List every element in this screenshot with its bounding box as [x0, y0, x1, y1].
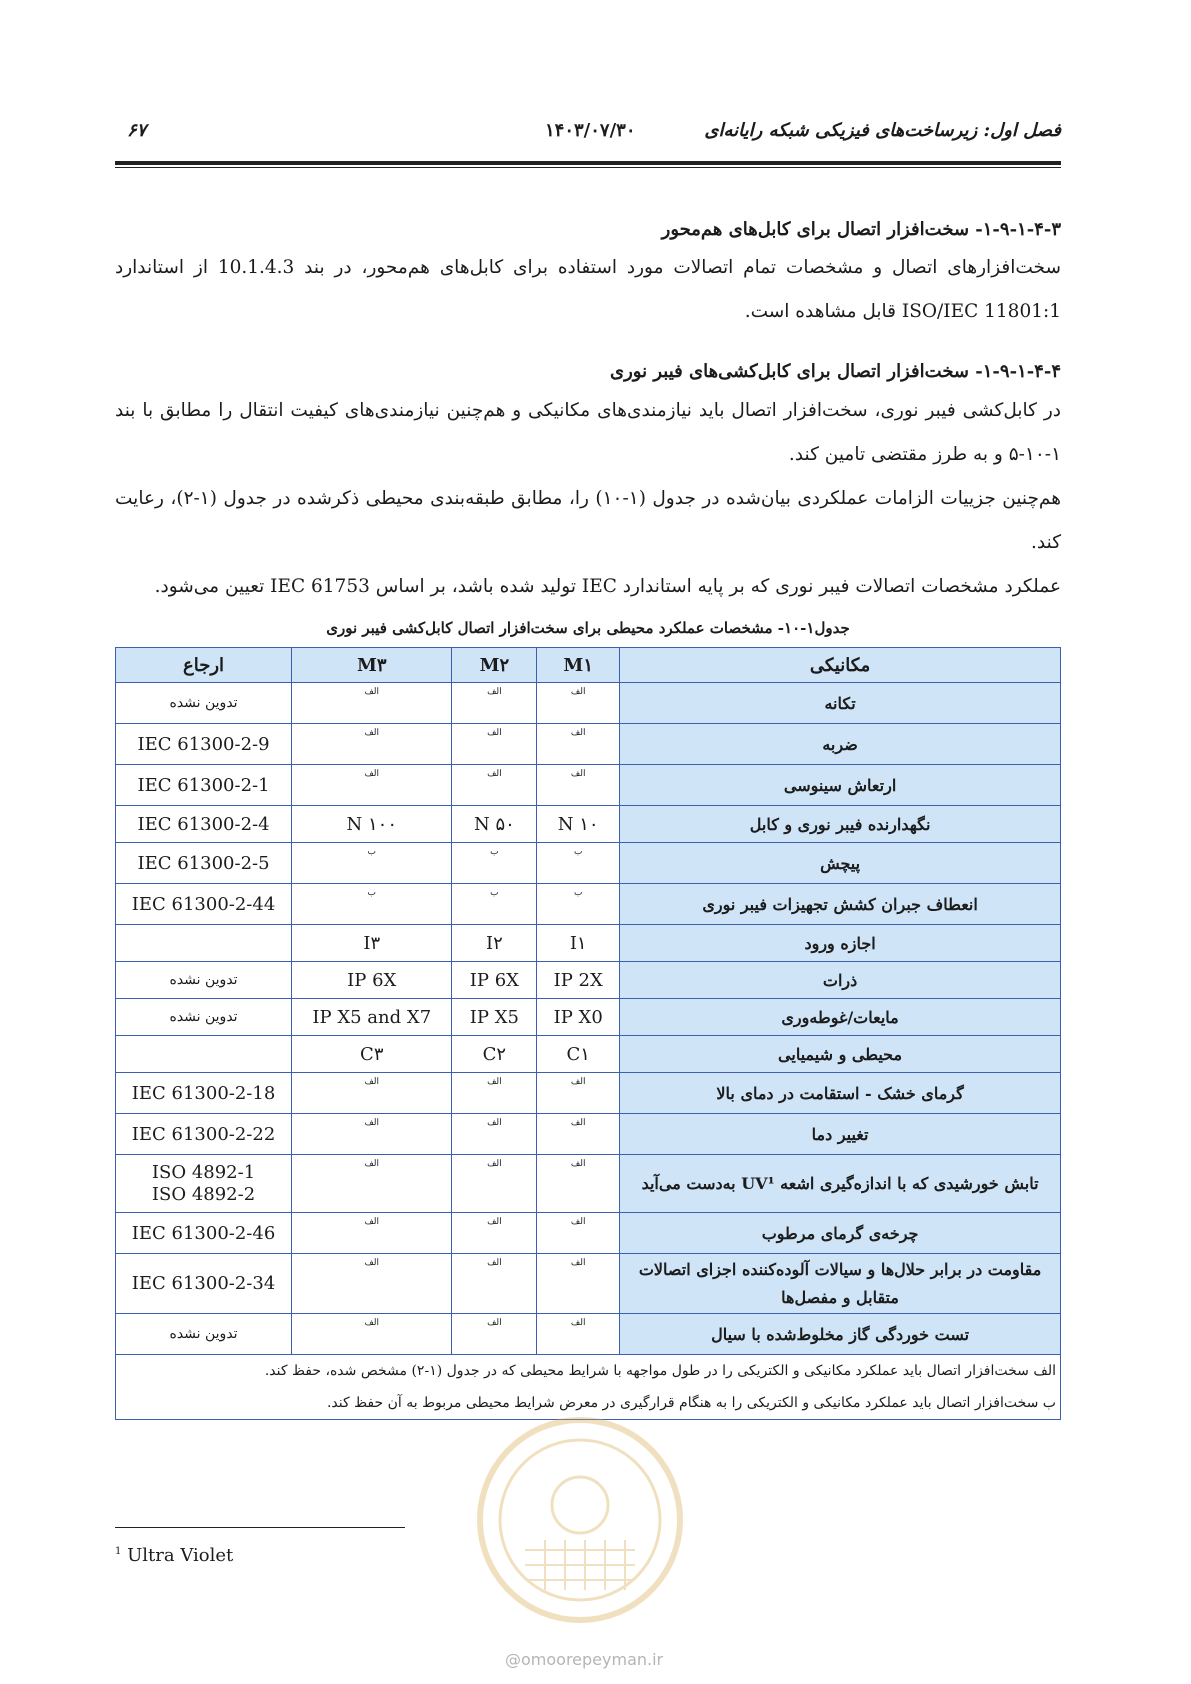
cell-m3: C۳ — [292, 1036, 452, 1073]
row-name: ضربه — [620, 724, 1061, 765]
row-name: چرخه‌ی گرمای مرطوب — [620, 1213, 1061, 1254]
section-heading-coax: ۱-۹-۱-۴-۳- سخت‌افزار اتصال برای کابل‌های هم‌محور — [661, 219, 1061, 240]
cell-m3: الف — [292, 1254, 452, 1314]
cell-m3: الف — [292, 1114, 452, 1155]
cell-m1: الف — [537, 724, 620, 765]
row-name: مایعات/غوطه‌وری — [620, 999, 1061, 1036]
cell-m1: IP 2X — [537, 962, 620, 999]
chapter-title: فصل اول: زیرساخت‌های فیزیکی شبکه رایانه‌ای — [704, 120, 1061, 141]
cell-reference: IEC 61300-2-34 — [116, 1254, 292, 1314]
table-row — [116, 1114, 1061, 1155]
table-row — [116, 1254, 1061, 1314]
row-name: نگهدارنده فیبر نوری و کابل — [620, 806, 1061, 843]
cell-m1: الف — [537, 1254, 620, 1314]
table-row — [116, 999, 1061, 1036]
row-name: پیچش — [620, 843, 1061, 884]
table-row — [116, 1314, 1061, 1355]
cell-m3: الف — [292, 1073, 452, 1114]
reference-line-1: ISO 4892-1 — [151, 1161, 256, 1183]
cell-m1: الف — [537, 1073, 620, 1114]
cell-m3: الف — [292, 724, 452, 765]
cell-m1: IP X0 — [537, 999, 620, 1036]
page-content — [115, 205, 1061, 1420]
cell-reference: IEC 61300-2-1 — [116, 765, 292, 806]
cell-m1: I۱ — [537, 925, 620, 962]
row-name: تغییر دما — [620, 1114, 1061, 1155]
cell-m3: الف — [292, 683, 452, 724]
row-name: تست خوردگی گاز مخلوط‌شده با سیال — [620, 1314, 1061, 1355]
cell-m1: C۱ — [537, 1036, 620, 1073]
cell-m1: ب — [537, 843, 620, 884]
row-name: ذرات — [620, 962, 1061, 999]
table-row — [116, 724, 1061, 765]
table-header-row — [116, 648, 1061, 683]
header-rule-thick — [115, 161, 1061, 165]
table-caption: جدول۱-۱۰- مشخصات عملکرد محیطی برای سخت‌افزار اتصال کابل‌کشی فیبر نوری — [326, 619, 850, 637]
row-name: تکانه — [620, 683, 1061, 724]
watermark-text: @omoorepeyman.ir — [505, 1650, 664, 1669]
header-m1: M۱ — [537, 648, 620, 683]
page-header — [115, 112, 1061, 146]
cell-reference: IEC 61300-2-5 — [116, 843, 292, 884]
row-name: ارتعاش سینوسی — [620, 765, 1061, 806]
cell-m2: ۵۰ N — [452, 806, 537, 843]
paragraph-coax: سخت‌افزارهای اتصال و مشخصات تمام اتصالات مورد استفاده برای کابل‌های هم‌محور، در بند 10.1.4.3 از استاندارد ISO/IEC 11801:1 قابل مشاهده است. — [115, 257, 1061, 322]
cell-m3: IP 6X — [292, 962, 452, 999]
cell-m2: ب — [452, 884, 537, 925]
cell-m3: الف — [292, 1155, 452, 1213]
cell-m1: الف — [537, 1213, 620, 1254]
table-note: الف سخت‌افزار اتصال باید عملکرد مکانیکی و الکتریکی را در طول مواجهه با شرایط محیطی که در جدول (۱-۲) مشخص شده، حفظ کند. — [264, 1363, 1056, 1379]
cell-m2: الف — [452, 1073, 537, 1114]
table-row — [116, 765, 1061, 806]
section-heading-fiber: ۱-۹-۱-۴-۴- سخت‌افزار اتصال برای کابل‌کشی‌های فیبر نوری — [609, 361, 1061, 382]
header-rule-thin — [115, 167, 1061, 168]
cell-m3: الف — [292, 1314, 452, 1355]
row-name: گرمای خشک - استقامت در دمای بالا — [620, 1073, 1061, 1114]
cell-m1: الف — [537, 1114, 620, 1155]
cell-m2: IP 6X — [452, 962, 537, 999]
table-row — [116, 1073, 1061, 1114]
table-row — [116, 962, 1061, 999]
footnote-text: Ultra Violet — [127, 1545, 234, 1566]
cell-m2: IP X5 — [452, 999, 537, 1036]
cell-reference: تدوین نشده — [116, 999, 292, 1036]
cell-m1: الف — [537, 765, 620, 806]
organization-seal-icon — [470, 1410, 690, 1630]
table-note: ب سخت‌افزار اتصال باید عملکرد مکانیکی و الکتریکی را به هنگام قرارگیری در معرض شرایط محیطی مربوط به آن حفظ کند. — [326, 1395, 1056, 1411]
cell-m2: الف — [452, 1155, 537, 1213]
cell-m3: I۳ — [292, 925, 452, 962]
cell-reference: IEC 61300-2-44 — [116, 884, 292, 925]
cell-m2: C۲ — [452, 1036, 537, 1073]
cell-reference: IEC 61300-2-9 — [116, 724, 292, 765]
cell-m2: الف — [452, 1254, 537, 1314]
row-name: اجازه ورود — [620, 925, 1061, 962]
cell-m3: ب — [292, 884, 452, 925]
footnote-rule — [115, 1527, 405, 1528]
cell-m1: ب — [537, 884, 620, 925]
paragraph-fiber-3: عملکرد مشخصات اتصالات فیبر نوری که بر پایه استاندارد IEC تولید شده باشد، بر اساس IEC 61753 تعیین می‌شود. — [154, 576, 1061, 597]
table-row — [116, 1155, 1061, 1213]
cell-m3: IP X5 and X7 — [292, 999, 452, 1036]
row-name: مقاومت در برابر حلال‌ها و سیالات آلوده‌کننده اجزای اتصالات متقابل و مفصل‌ها — [620, 1254, 1061, 1314]
cell-m1: ۱۰ N — [537, 806, 620, 843]
header-mechanical: مکانیکی — [620, 648, 1061, 683]
cell-reference: تدوین نشده — [116, 683, 292, 724]
cell-reference: IEC 61300-2-46 — [116, 1213, 292, 1254]
row-name: محیطی و شیمیایی — [620, 1036, 1061, 1073]
header-date: ۱۴۰۳/۰۷/۳۰ — [545, 120, 636, 141]
row-name: تابش خورشیدی که با اندازه‌گیری اشعه UV¹ به‌دست می‌آید — [620, 1155, 1061, 1213]
cell-reference — [116, 1155, 292, 1213]
cell-reference: IEC 61300-2-22 — [116, 1114, 292, 1155]
table-row — [116, 683, 1061, 724]
cell-m2: الف — [452, 724, 537, 765]
header-m3: M۳ — [292, 648, 452, 683]
paragraph-fiber-1: در کابل‌کشی فیبر نوری، سخت‌افزار اتصال باید نیازمندی‌های مکانیکی و هم‌چنین نیازمندی‌های کیفیت انتقال را مطابق با بند ۱-۱۰-۵ و به طرز مقتضی تامین کند. — [115, 400, 1061, 465]
footnote — [115, 1545, 233, 1566]
cell-m3: الف — [292, 765, 452, 806]
cell-reference — [116, 1036, 292, 1073]
cell-m2: الف — [452, 1314, 537, 1355]
reference-line-2: ISO 4892-2 — [151, 1183, 256, 1205]
cell-m3: ۱۰۰ N — [292, 806, 452, 843]
cell-reference: IEC 61300-2-18 — [116, 1073, 292, 1114]
table-row — [116, 1213, 1061, 1254]
cell-m2: الف — [452, 1213, 537, 1254]
table-row — [116, 1036, 1061, 1073]
cell-m2: I۲ — [452, 925, 537, 962]
cell-m2: الف — [452, 765, 537, 806]
table-row — [116, 806, 1061, 843]
cell-reference — [116, 925, 292, 962]
environmental-spec-table — [115, 647, 1061, 1420]
paragraph-fiber-2: هم‌چنین جزییات الزامات عملکردی بیان‌شده در جدول (۱-۱۰) را، مطابق طبقه‌بندی محیطی ذکرشده در جدول (۱-۲)، رعایت کند. — [115, 488, 1061, 553]
cell-m2: الف — [452, 683, 537, 724]
cell-reference: تدوین نشده — [116, 962, 292, 999]
cell-reference: تدوین نشده — [116, 1314, 292, 1355]
page-number: ۶۷ — [127, 120, 147, 141]
table-row — [116, 884, 1061, 925]
header-reference: ارجاع — [116, 648, 292, 683]
cell-m1: الف — [537, 1314, 620, 1355]
cell-m3: ب — [292, 843, 452, 884]
cell-reference: IEC 61300-2-4 — [116, 806, 292, 843]
table-row — [116, 925, 1061, 962]
header-m2: M۲ — [452, 648, 537, 683]
cell-m1: الف — [537, 1155, 620, 1213]
cell-m2: الف — [452, 1114, 537, 1155]
cell-m3: الف — [292, 1213, 452, 1254]
cell-m2: ب — [452, 843, 537, 884]
row-name: انعطاف جبران کشش تجهیزات فیبر نوری — [620, 884, 1061, 925]
footnote-number: 1 — [115, 1546, 122, 1557]
table-body — [116, 683, 1061, 1420]
cell-m1: الف — [537, 683, 620, 724]
table-row — [116, 843, 1061, 884]
